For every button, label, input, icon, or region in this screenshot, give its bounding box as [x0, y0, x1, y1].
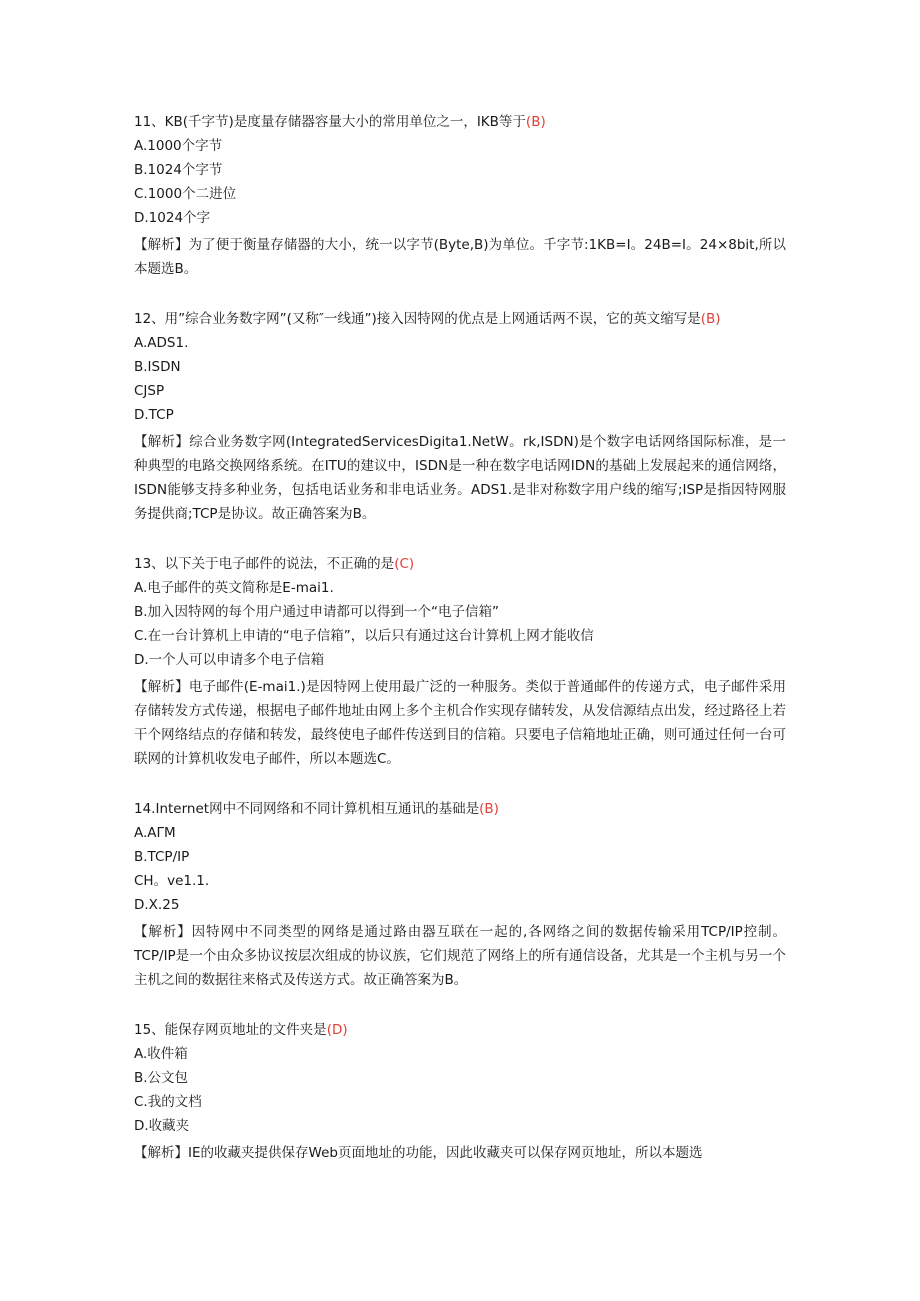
option-b: B.ISDN: [134, 359, 181, 375]
answer-key: (C): [394, 556, 415, 572]
option-c: CH。ve1.1.: [134, 873, 210, 889]
question-stem: 13、以下关于电子邮件的说法，不正确的是(C): [134, 556, 415, 572]
option-d: D.TCP: [134, 407, 174, 423]
explanation: 【解析】因特网中不同类型的网络是通过路由器互联在一起的,各网络之间的数据传输采用TCP/IP控制。TCP/IP是一个由众多协议按层次组成的协议族，它们规范了网络上的所有通信设备，尤其是一个主机与另一个主机之间的数据往来格式及传送方式。故正确答案为B。: [134, 924, 786, 988]
option-b: B.TCP/IP: [134, 849, 190, 865]
option-a: A.1000个字节: [134, 138, 223, 154]
option-c: C.在一台计算机上申请的“电子信箱”，以后只有通过这台计算机上网才能收信: [134, 628, 594, 644]
question-stem: 15、能保存网页地址的文件夹是(D): [134, 1022, 348, 1038]
question-13: [134, 552, 786, 771]
answer-key: (D): [326, 1022, 348, 1038]
explanation: 【解析】为了便于衡量存储器的大小，统一以字节(Byte,B)为单位。千字节:1KB=I。24B=I。24×8bit,所以本题选B。: [134, 237, 786, 277]
question-11: [134, 110, 786, 281]
option-a: A.ADS1.: [134, 335, 189, 351]
option-c: C.我的文档: [134, 1094, 202, 1110]
question-stem: 11、KB(千字节)是度量存储器容量大小的常用单位之一，IKB等于(B): [134, 114, 546, 130]
option-d: D.一个人可以申请多个电子信箱: [134, 652, 325, 668]
option-c: CJSP: [134, 383, 165, 399]
explanation: 【解析】IE的收藏夹提供保存Web页面地址的功能，因此收藏夹可以保存网页地址，所以本题选: [134, 1145, 703, 1161]
option-a: A.电子邮件的英文简称是E-mai1.: [134, 580, 334, 596]
answer-key: (B): [479, 801, 499, 817]
option-a: A.AΓΜ: [134, 825, 176, 841]
question-15: [134, 1018, 786, 1165]
option-a: A.收件箱: [134, 1046, 188, 1062]
answer-key: (B): [700, 311, 721, 327]
option-b: B.公文包: [134, 1070, 189, 1086]
question-stem: 12、用”综合业务数字网”(又称″一线通”)接入因特网的优点是上网通话两不误，它的英文缩写是(B): [134, 311, 721, 327]
question-14: [134, 797, 786, 992]
question-stem: 14.Internet网中不同网络和不同计算机相互通讯的基础是(B): [134, 801, 499, 817]
option-c: C.1000个二进位: [134, 186, 237, 202]
answer-key: (B): [525, 114, 546, 130]
option-d: D.X.25: [134, 897, 180, 913]
explanation: 【解析】综合业务数字网(IntegratedServicesDigita1.NetW。rk,ISDN)是个数字电话网络国际标准，是一种典型的电路交换网络系统。在ITU的建议中，ISDN是一种在数字电话网IDN的基础上发展起来的通信网络，ISDN能够支持多种业务，包括电话业务和非电话业务。ADS1.是非对称数字用户线的缩写;ISP是指因特网服务提供商;TCP是协议。故正确答案为B。: [134, 434, 786, 522]
question-12: [134, 307, 786, 526]
document-page: [134, 110, 786, 1191]
option-b: B.1024个字节: [134, 162, 223, 178]
explanation: 【解析】电子邮件(E-mai1.)是因特网上使用最广泛的一种服务。类似于普通邮件的传递方式，电子邮件采用存储转发方式传递，根据电子邮件地址由网上多个主机合作实现存储转发，从发信源结点出发，经过路径上若干个网络结点的存储和转发，最终使电子邮件传送到目的信箱。只要电子信箱地址正确，则可通过任何一台可联网的计算机收发电子邮件，所以本题选C。: [134, 679, 786, 767]
option-d: D.1024个字: [134, 210, 211, 226]
option-b: B.加入因特网的每个用户通过申请都可以得到一个“电子信箱”: [134, 604, 500, 620]
option-d: D.收藏夹: [134, 1118, 190, 1134]
